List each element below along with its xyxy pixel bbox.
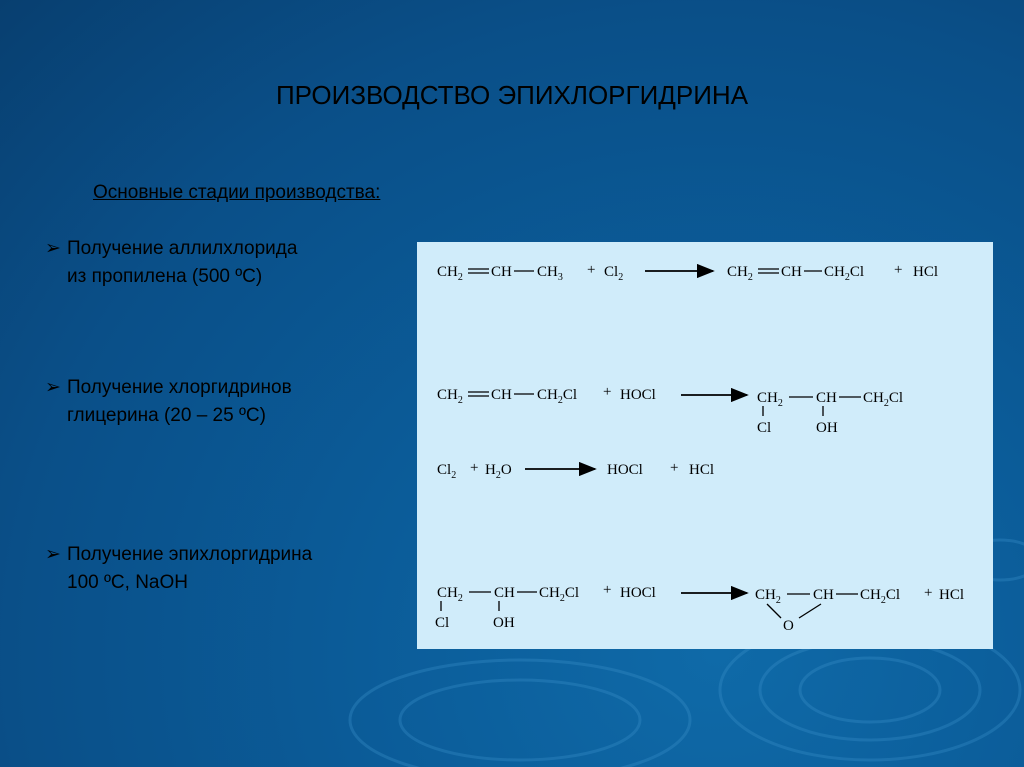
svg-text:Cl2: $Cl_2$: [437, 462, 457, 481]
stage-epichlorohydrin: [45, 541, 312, 597]
stage-1-line-1: Получение аллилхлорида: [67, 238, 298, 259]
svg-text:HOCl: HOCl: [620, 585, 656, 601]
svg-text:CH2Cl: $CH_2Cl$: [863, 390, 904, 409]
svg-text:CH2: $CH_2$: [437, 387, 463, 406]
bullet-arrow-icon: ➢: [45, 544, 61, 565]
svg-text:+: +: [670, 460, 679, 476]
bullet-arrow-icon: ➢: [45, 238, 61, 259]
svg-text:CH2: $CH_2$: [755, 587, 781, 606]
svg-text:OH: OH: [493, 615, 515, 631]
svg-text:CH: CH: [491, 264, 512, 280]
svg-text:CH3: $CH_3$: [537, 264, 563, 283]
stage-allyl-chloride: [45, 235, 297, 291]
stage-3-line-1: Получение эпихлоргидрина: [67, 544, 313, 565]
svg-text:O: O: [783, 618, 794, 634]
svg-text:CH2: $CH_2$: [437, 264, 463, 283]
svg-text:CH: CH: [781, 264, 802, 280]
slide-subtitle: Основные стадии производства:: [93, 182, 381, 203]
svg-text:+: +: [470, 460, 479, 476]
svg-text:HCl: HCl: [939, 587, 965, 603]
svg-text:+: +: [587, 262, 596, 278]
reactions-diagram: [417, 242, 993, 649]
svg-text:CH2Cl: $CH_2Cl$: [539, 585, 580, 604]
stage-2-line-1: Получение хлоргидринов: [67, 377, 292, 398]
svg-text:+: +: [603, 384, 612, 400]
svg-text:CH: CH: [494, 585, 515, 601]
svg-text:CH2Cl: $CH_2Cl$: [824, 264, 865, 283]
stage-2-line-2: глицерина (20 – 25 ºС): [67, 405, 266, 426]
reaction-1: [437, 262, 938, 283]
stage-1-line-2: из пропилена (500 ºС): [67, 266, 263, 287]
svg-text:+: +: [924, 585, 933, 601]
svg-text:Cl: Cl: [435, 615, 450, 631]
svg-text:+: +: [894, 262, 903, 278]
svg-text:H2O: $H_2O$: [485, 462, 512, 481]
reaction-4: [435, 582, 964, 634]
svg-text:CH: CH: [816, 390, 837, 406]
svg-text:OH: OH: [816, 420, 838, 436]
svg-text:CH2Cl: $CH_2Cl$: [537, 387, 578, 406]
svg-text:CH: CH: [491, 387, 512, 403]
reaction-3: [437, 460, 714, 481]
svg-text:CH2: $CH_2$: [727, 264, 753, 283]
stage-chlorohydrins: [45, 374, 292, 430]
svg-text:CH: CH: [813, 587, 834, 603]
svg-text:HOCl: HOCl: [620, 387, 656, 403]
slide-title: ПРОИЗВОДСТВО ЭПИХЛОРГИДРИНА: [275, 80, 749, 110]
stage-3-line-2: 100 ºС, NaOH: [67, 572, 188, 593]
svg-text:HCl: HCl: [689, 462, 715, 478]
svg-text:CH2Cl: $CH_2Cl$: [860, 587, 901, 606]
svg-text:CH2: $CH_2$: [437, 585, 463, 604]
svg-text:HOCl: HOCl: [607, 462, 643, 478]
svg-text:HCl: HCl: [913, 264, 939, 280]
svg-text:+: +: [603, 582, 612, 598]
reactions-panel: [417, 242, 993, 649]
reaction-2: [437, 384, 903, 436]
bullet-arrow-icon: ➢: [45, 377, 61, 398]
svg-text:Cl: Cl: [757, 420, 772, 436]
svg-text:CH2: $CH_2$: [757, 390, 783, 409]
svg-text:Cl2: $Cl_2$: [604, 264, 624, 283]
